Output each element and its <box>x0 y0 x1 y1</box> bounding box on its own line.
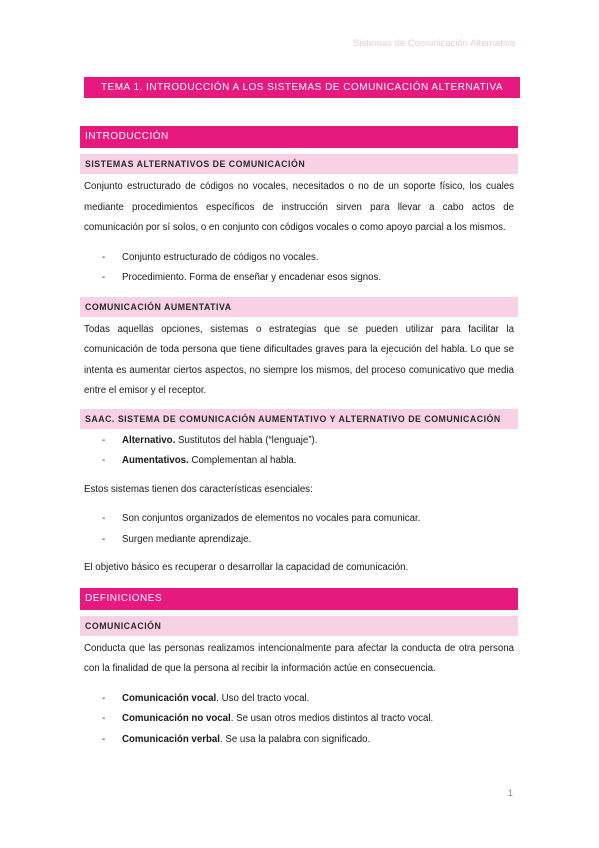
paragraph: Todas aquellas opciones, sistemas o estrategias que se pueden utilizar para facilitar la comunicación de toda persona que tiene dificultades graves para la ejecución del habla. Lo que se intenta es aumentar ciertos aspectos, no siempre los mismos, del proceso comunicativo que media entre el emisor y el receptor. <box>84 323 514 396</box>
definition: . Se usan otros medios distintos al tracto vocal. <box>230 713 434 724</box>
document-title: TEMA 1. INTRODUCCIÓN A LOS SISTEMAS DE COMUNICACIÓN ALTERNATIVA <box>84 77 520 98</box>
bullet-list <box>80 431 518 472</box>
running-header: Sistemas de Comunicación Alternativa <box>352 38 515 49</box>
term: Comunicación vocal <box>122 692 217 704</box>
definition: Sustitutos del habla (“lenguaje”). <box>175 434 318 446</box>
bullet-list <box>80 509 518 550</box>
bullet-list <box>80 248 518 289</box>
list-item <box>84 709 514 730</box>
definition: . Se usa la palabra con significado. <box>219 733 371 745</box>
paragraph: El objetivo básico es recuperar o desarrollar la capacidad de comunicación. <box>84 562 409 573</box>
list-item <box>84 730 514 751</box>
list-item <box>84 689 514 710</box>
definition: . Uso del tracto vocal. <box>216 692 310 704</box>
section-heading-introduccion: INTRODUCCIÓN <box>80 126 518 148</box>
paragraph: Conducta que las personas realizamos intencionalmente para afectar la conducta de otra persona con la finalidad de que la persona al recibir la información actúe en consecuencia. <box>84 642 514 674</box>
paragraph: Estos sistemas tienen dos características esenciales: <box>84 483 313 495</box>
term: Comunicación verbal <box>122 733 220 745</box>
subsection-heading-comunicacion: COMUNICACIÓN <box>80 616 518 636</box>
definition: Complementan al habla. <box>188 455 297 466</box>
paragraph: Conjunto estructurado de códigos no vocales, necesitados o no de un soporte físico, los cuales mediante procedimientos específicos de instrucción sirven para llevar a cabo actos de comunicación por sí solos, o en conjunto con códigos vocales o como apoyo parcial a los mismos. <box>84 181 514 233</box>
subsection-heading-saac: SAAC. SISTEMA DE COMUNICACIÓN AUMENTATIVO Y ALTERNATIVO DE COMUNICACIÓN <box>80 409 518 429</box>
list-item <box>84 431 514 452</box>
subsection-heading-comunicacion-aumentativa: COMUNICACIÓN AUMENTATIVA <box>80 297 518 317</box>
bullet-list <box>80 689 518 751</box>
term: Alternativo. <box>122 434 176 446</box>
list-item: - Son conjuntos organizados de elementos no vocales para comunicar. <box>84 509 514 530</box>
list-item <box>84 451 514 472</box>
term: Comunicación no vocal <box>122 713 231 724</box>
page-number: 1 <box>507 788 513 799</box>
list-item: - Surgen mediante aprendizaje. <box>84 530 514 551</box>
list-item: - Procedimiento. Forma de enseñar y encadenar esos signos. <box>84 268 514 289</box>
list-item: - Conjunto estructurado de códigos no vocales. <box>84 248 514 269</box>
document-body <box>80 126 518 750</box>
subsection-heading-sistemas-alternativos: SISTEMAS ALTERNATIVOS DE COMUNICACIÓN <box>80 154 518 174</box>
section-heading-definiciones: DEFINICIONES <box>80 588 518 610</box>
term: Aumentativos. <box>122 455 189 466</box>
